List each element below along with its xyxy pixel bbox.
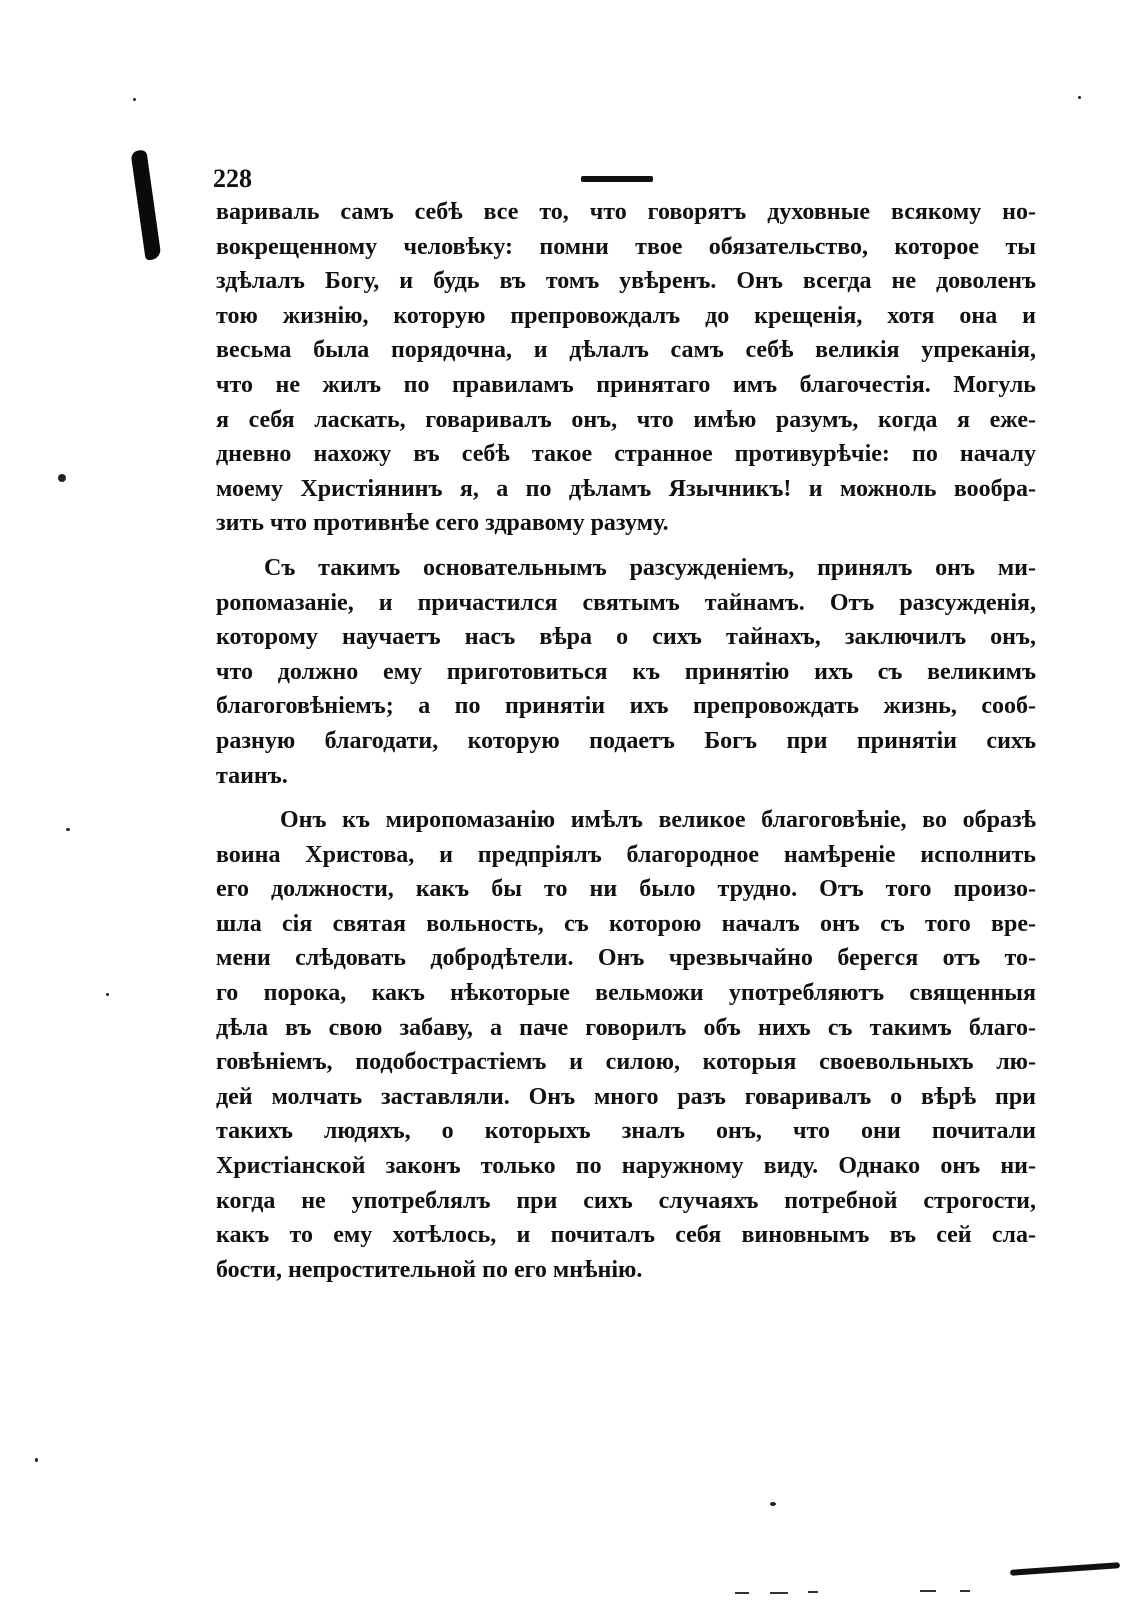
speck [106,993,109,996]
text-line: таинъ. [216,762,288,789]
speck [133,98,136,101]
scan-artifact [808,1591,818,1593]
text-line: дневно нахожу въ себѣ такое странное противурѣчіе: по началу [216,441,1036,468]
binding-ink-mark [130,149,161,260]
text-line: тою жизнію, которую препровождалъ до крещенія, хотя она и [216,302,1036,329]
text-line: дей молчать заставляли. Онъ много разъ говаривалъ о вѣрѣ при [216,1083,1036,1110]
text-line: моему Христіянинъ я, а по дѣламъ Язычникъ! и можноль вообра- [216,475,1036,502]
text-line: что не жилъ по правиламъ принятаго имъ благочестія. Могуль [216,371,1036,398]
text-line: я себя ласкать, говаривалъ онъ, что имѣю разумъ, когда я еже- [216,406,1036,433]
speck [35,1458,38,1462]
text-line: разную благодати, которую подаетъ Богъ при принятіи сихъ [216,727,1036,754]
text-line: говѣніемъ, подобострастіемъ и силою, которыя своевольныхъ лю- [216,1049,1036,1076]
paragraph [216,803,1036,1287]
text-line: воина Христова, и предпріялъ благородное намѣреніе исполнить [216,841,1036,868]
text-line: какъ то ему хотѣлось, и почиталъ себя виновнымъ въ сей сла- [216,1222,1036,1249]
text-line: го порока, какъ нѣкоторые вельможи употребляютъ священныя [216,980,1036,1007]
text-line: Онъ къ миропомазанію имѣлъ великое благоговѣніе, во образѣ [280,807,1036,834]
body-text [216,195,1036,1287]
text-line: ропомазаніе, и причастился святымъ тайнамъ. Отъ разсужденія, [216,589,1036,616]
speck [770,1502,776,1506]
text-line: такихъ людяхъ, о которыхъ зналъ онъ, что они почитали [216,1118,1036,1145]
text-line: бости, непростительной по его мнѣнію. [216,1256,643,1283]
text-line: здѣлалъ Богу, и будь въ томъ увѣренъ. Онъ всегда не доволенъ [216,268,1036,295]
paragraph [216,551,1036,793]
text-line: Съ такимъ основательнымъ разсужденіемъ, принялъ онъ ми- [264,554,1036,581]
paragraph [216,195,1036,541]
speck [1078,96,1081,99]
text-line: мени слѣдовать добродѣтели. Онъ чрезвычайно берегся отъ то- [216,945,1036,972]
text-line: благоговѣніемъ; а по принятіи ихъ препровождать жизнь, сооб- [216,693,1036,720]
page-number: 228 [213,164,252,193]
scan-artifact [735,1592,749,1594]
bottom-ink-mark [1010,1562,1120,1576]
text-line: которому научаетъ насъ вѣра о сихъ тайнахъ, заключилъ онъ, [216,624,1036,651]
text-line: шла сія святая вольность, съ которою началъ онъ съ того вре- [216,910,1036,937]
speck [66,828,70,831]
text-line: вариваль самъ себѣ все то, что говорятъ духовные всякому но- [216,199,1036,225]
scan-artifact [920,1590,936,1592]
text-line: вокрещенному человѣку: помни твое обязательство, которое ты [216,233,1036,260]
text-line: когда не употреблялъ при сихъ случаяхъ потребной строгости, [216,1187,1036,1214]
text-line: его должности, какъ бы то ни было трудно. Отъ того произо- [216,876,1036,903]
header-rule [581,176,653,182]
text-line: Христіанской законъ только по наружному виду. Однако онъ ни- [216,1153,1036,1180]
text-line: что должно ему приготовиться къ принятію ихъ съ великимъ [216,658,1036,685]
scan-artifact [770,1592,788,1594]
text-line: дѣла въ свою забаву, а паче говорилъ объ нихъ съ такимъ благо- [216,1014,1036,1041]
scan-artifact [960,1590,970,1592]
text-line: весьма была порядочна, и дѣлалъ самъ себѣ великія упреканія, [216,337,1036,364]
speck [58,474,66,482]
text-line: зить что противнѣе сего здравому разуму. [216,510,669,537]
